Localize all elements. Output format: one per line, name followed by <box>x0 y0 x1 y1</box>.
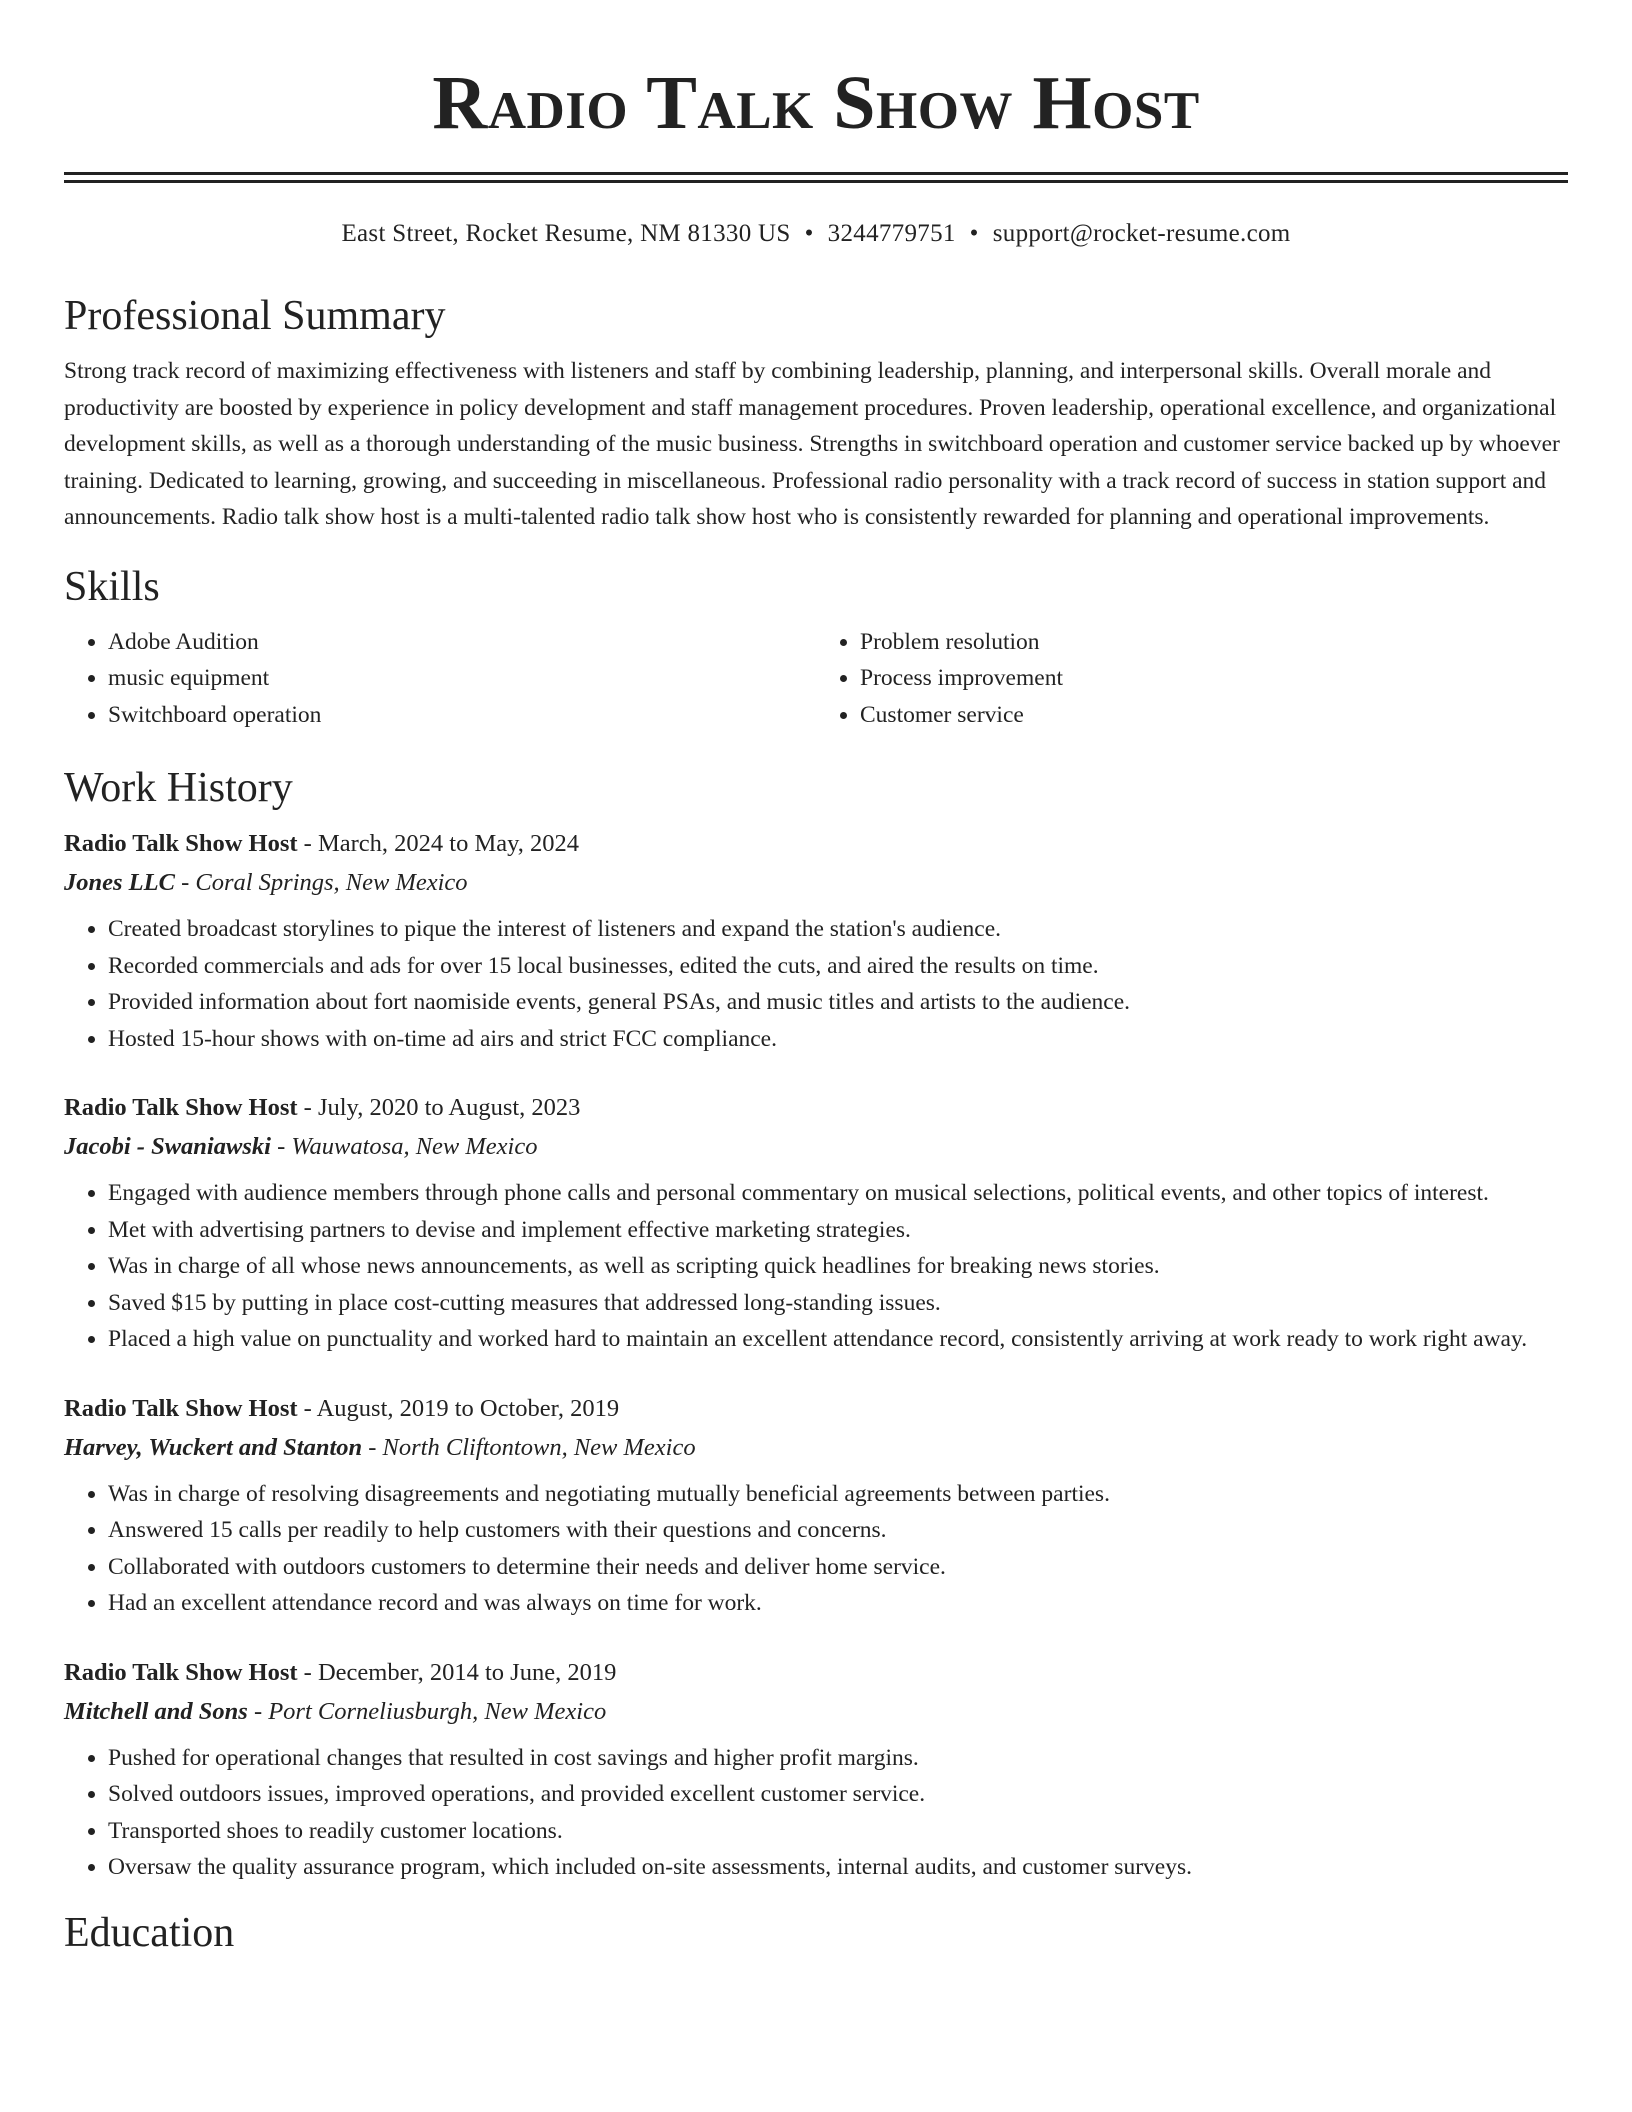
job-dates: - August, 2019 to October, 2019 <box>297 1394 620 1422</box>
job-bullet: • Solved outdoors issues, improved operations, and provided excellent customer service. <box>108 1776 1568 1813</box>
job-bullet: • Met with advertising partners to devise and implement effective marketing strategies. <box>108 1212 1568 1249</box>
job-dates: - December, 2014 to June, 2019 <box>297 1658 617 1686</box>
job-entry <box>64 1390 1568 1622</box>
job-title-line <box>64 1654 1568 1692</box>
summary-text: Strong track record of maximizing effectiveness with listeners and staff by combining leadership, planning, and interpersonal skills. Overall morale and productivity are boosted by experience in policy development and staff management procedures. Proven leadership, operational excellence, and organizational development skills, as well as a thorough understanding of the music business. Strengths in switchboard operation and customer service backed up by whoever training. Dedicated to learning, growing, and succeeding in miscellaneous. Professional radio personality with a track record of success in station support and announcements. Radio talk show host is a multi-talented radio talk show host who is consistently rewarded for planning and operational improvements. <box>64 358 1560 530</box>
skills-heading: Skills <box>64 563 160 610</box>
job-bullet: • Placed a high value on punctuality and worked hard to maintain an excellent attendance record, consistently arriving at work ready to work right away. <box>108 1321 1568 1358</box>
skills-column-right <box>816 624 1568 734</box>
job-bullets <box>64 1476 1568 1622</box>
skill-item: • Process improvement <box>860 660 1568 697</box>
resume-name: Radio Talk Show Host <box>432 61 1200 145</box>
job-bullet: • Answered 15 calls per readily to help customers with their questions and concerns. <box>108 1512 1568 1549</box>
job-dates: - July, 2020 to August, 2023 <box>297 1094 581 1121</box>
job-bullet: • Created broadcast storylines to pique the interest of listeners and expand the station's audience. <box>108 911 1568 948</box>
education-heading: Education <box>64 1909 235 1956</box>
job-bullet: • Had an excellent attendance record and was always on time for work. <box>108 1585 1568 1622</box>
job-company: Jones LLC <box>64 869 175 896</box>
header-divider <box>64 172 1568 183</box>
contact-address: East Street, Rocket Resume, NM 81330 US <box>341 220 791 247</box>
job-company: Harvey, Wuckert and Stanton <box>64 1433 363 1461</box>
contact-phone: 3244779751 <box>827 220 956 247</box>
job-bullet: • Transported shoes to readily customer locations. <box>108 1813 1568 1850</box>
job-title-line <box>64 1390 1568 1428</box>
job-company-line <box>64 1127 1568 1167</box>
job-title: Radio Talk Show Host <box>64 830 298 857</box>
job-company: Mitchell and Sons <box>64 1697 248 1725</box>
job-company-line <box>64 863 1568 903</box>
skill-item: • music equipment <box>108 660 816 697</box>
contact-email: support@rocket-resume.com <box>992 220 1291 247</box>
job-entry <box>64 1089 1568 1358</box>
job-title-line <box>64 1089 1568 1127</box>
skill-item: • Switchboard operation <box>108 697 816 734</box>
job-title: Radio Talk Show Host <box>64 1658 298 1686</box>
job-dates: - March, 2024 to May, 2024 <box>297 830 580 857</box>
job-location: - Wauwatosa, New Mexico <box>270 1133 538 1160</box>
job-location: - Port Corneliusburgh, New Mexico <box>247 1697 607 1725</box>
job-bullet: • Recorded commercials and ads for over 15 local businesses, edited the cuts, and aired the results on time. <box>108 948 1568 985</box>
job-entry <box>64 1654 1568 1886</box>
skills-list <box>64 624 1568 734</box>
job-bullet: • Pushed for operational changes that resulted in cost savings and higher profit margins. <box>108 1740 1568 1777</box>
job-bullet: • Was in charge of all whose news announcements, as well as scripting quick headlines for breaking news stories. <box>108 1248 1568 1285</box>
job-bullets <box>64 911 1568 1057</box>
job-bullets <box>64 1740 1568 1886</box>
skill-item: • Adobe Audition <box>108 624 816 661</box>
job-company: Jacobi - Swaniawski <box>64 1133 271 1160</box>
work-history-heading: Work History <box>64 765 293 811</box>
job-company-line <box>64 1428 1568 1468</box>
job-bullet: • Was in charge of resolving disagreements and negotiating mutually beneficial agreements between parties. <box>108 1476 1568 1513</box>
job-title-line <box>64 825 1568 863</box>
skill-item: • Customer service <box>860 697 1568 734</box>
contact-line <box>64 219 1568 249</box>
job-location: - North Cliftontown, New Mexico <box>362 1433 696 1461</box>
contact-separator: • <box>804 220 814 247</box>
job-bullets <box>64 1175 1568 1358</box>
job-bullet: • Collaborated with outdoors customers to determine their needs and deliver home service. <box>108 1549 1568 1586</box>
job-bullet: • Engaged with audience members through phone calls and personal commentary on musical selections, political events, and other topics of interest. <box>108 1175 1568 1212</box>
job-title: Radio Talk Show Host <box>64 1094 298 1121</box>
resume-page <box>64 0 1568 1958</box>
job-bullet: • Saved $15 by putting in place cost-cutting measures that addressed long-standing issues. <box>108 1285 1568 1322</box>
skill-item: • Problem resolution <box>860 624 1568 661</box>
job-company-line <box>64 1692 1568 1732</box>
job-bullet: • Hosted 15-hour shows with on-time ad airs and strict FCC compliance. <box>108 1021 1568 1058</box>
job-entry <box>64 825 1568 1057</box>
job-title: Radio Talk Show Host <box>64 1394 298 1422</box>
contact-separator: • <box>969 220 979 247</box>
skills-column-left <box>64 624 816 734</box>
job-bullet: • Oversaw the quality assurance program, which included on-site assessments, internal audits, and customer surveys. <box>108 1849 1568 1886</box>
summary-heading: Professional Summary <box>64 293 446 339</box>
job-location: - Coral Springs, New Mexico <box>174 869 468 896</box>
job-bullet: • Provided information about fort naomiside events, general PSAs, and music titles and artists to the audience. <box>108 984 1568 1021</box>
